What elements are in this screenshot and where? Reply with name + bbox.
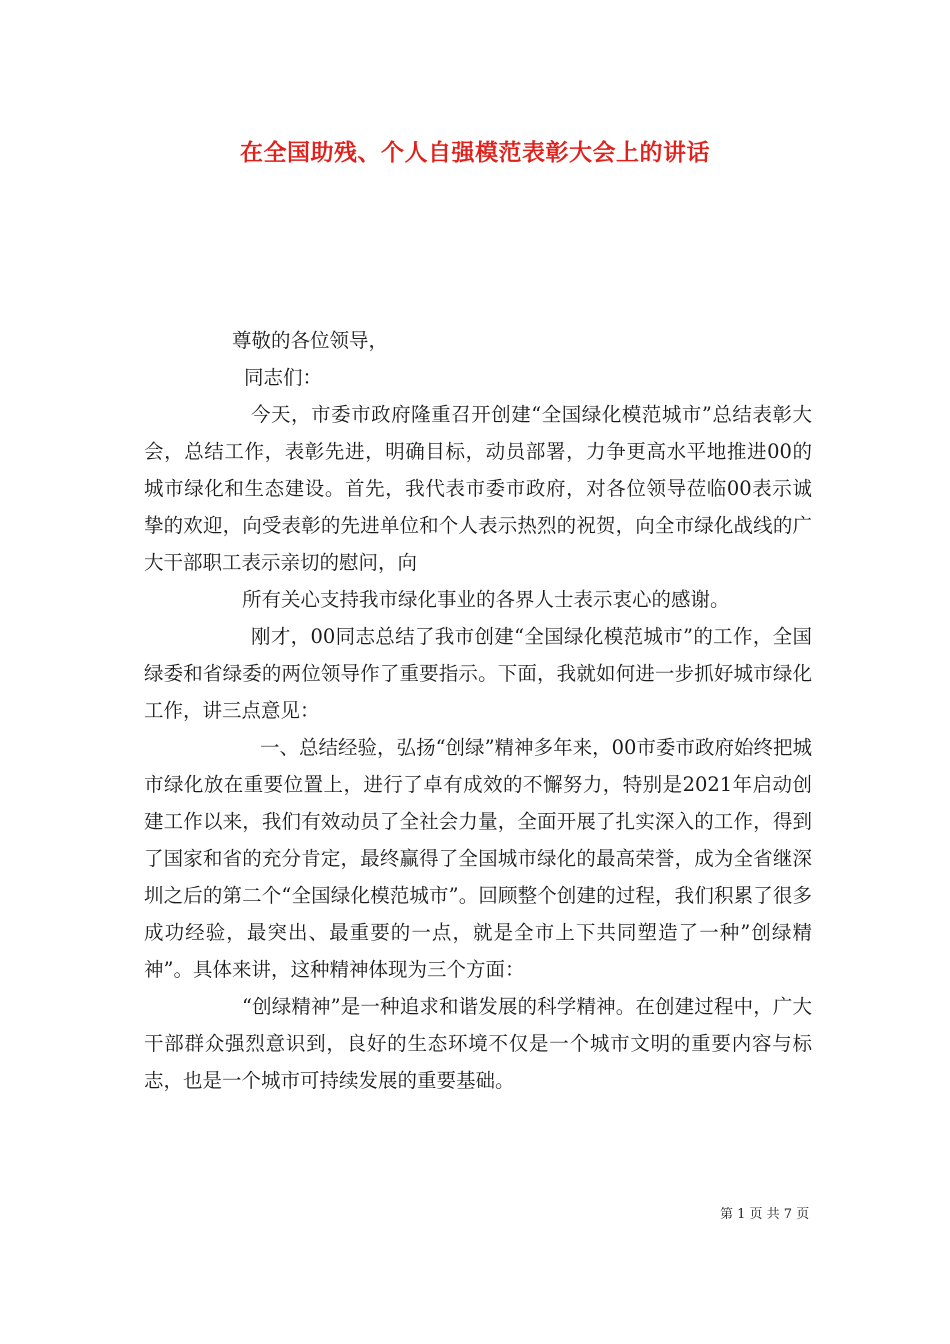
greeting-line-2: 同志们： <box>244 366 323 389</box>
document-title: 在全国助残、个人自强模范表彰大会上的讲话 <box>240 140 710 166</box>
paragraph: 刚才，00同志总结了我市创建“全国绿化模范城市”的工作，全国绿委和省绿委的两位领导作了重要指示。下面，我就如何进一步抓好城市绿化工作，讲三点意见： <box>144 625 812 722</box>
paragraph: “创绿精神”是一种追求和谐发展的科学精神。在创建过程中，广大干部群众强烈意识到，良好的生态环境不仅是一个城市文明的重要内容与标志，也是一个城市可持续发展的重要基础。 <box>144 995 812 1092</box>
paragraph: 一、总结经验，弘扬“创绿”精神多年来，00市委市政府始终把城市绿化放在重要位置上，进行了卓有成效的不懈努力，特别是2021年启动创建工作以来，我们有效动员了全社会力量，全面开展了扎实深入的工作，得到了国家和省的充分肯定，最终赢得了全国城市绿化的最高荣誉，成为全省继深圳之后的第二个“全国绿化模范城市”。回顾整个创建的过程，我们积累了很多成功经验，最突出、最重要的一点，就是全市上下共同塑造了一种”创绿精神”。具体来讲，这种精神体现为三个方面： <box>144 736 812 981</box>
paragraph: 所有关心支持我市绿化事业的各界人士表示衷心的感谢。 <box>242 588 730 611</box>
document-body <box>144 322 812 1099</box>
greeting-line-1: 尊敬的各位领导， <box>232 329 389 352</box>
paragraph: 今天，市委市政府隆重召开创建“全国绿化模范城市”总结表彰大会，总结工作，表彰先进，明确目标，动员部署，力争更高水平地推进00的城市绿化和生态建设。首先，我代表市委市政府，对各位领导莅临00表示诚挚的欢迎，向受表彰的先进单位和个人表示热烈的祝贺，向全市绿化战线的广大干部职工表示亲切的慰问，向 <box>144 403 812 574</box>
page-number: 第 1 页 共 7 页 <box>720 1207 810 1222</box>
